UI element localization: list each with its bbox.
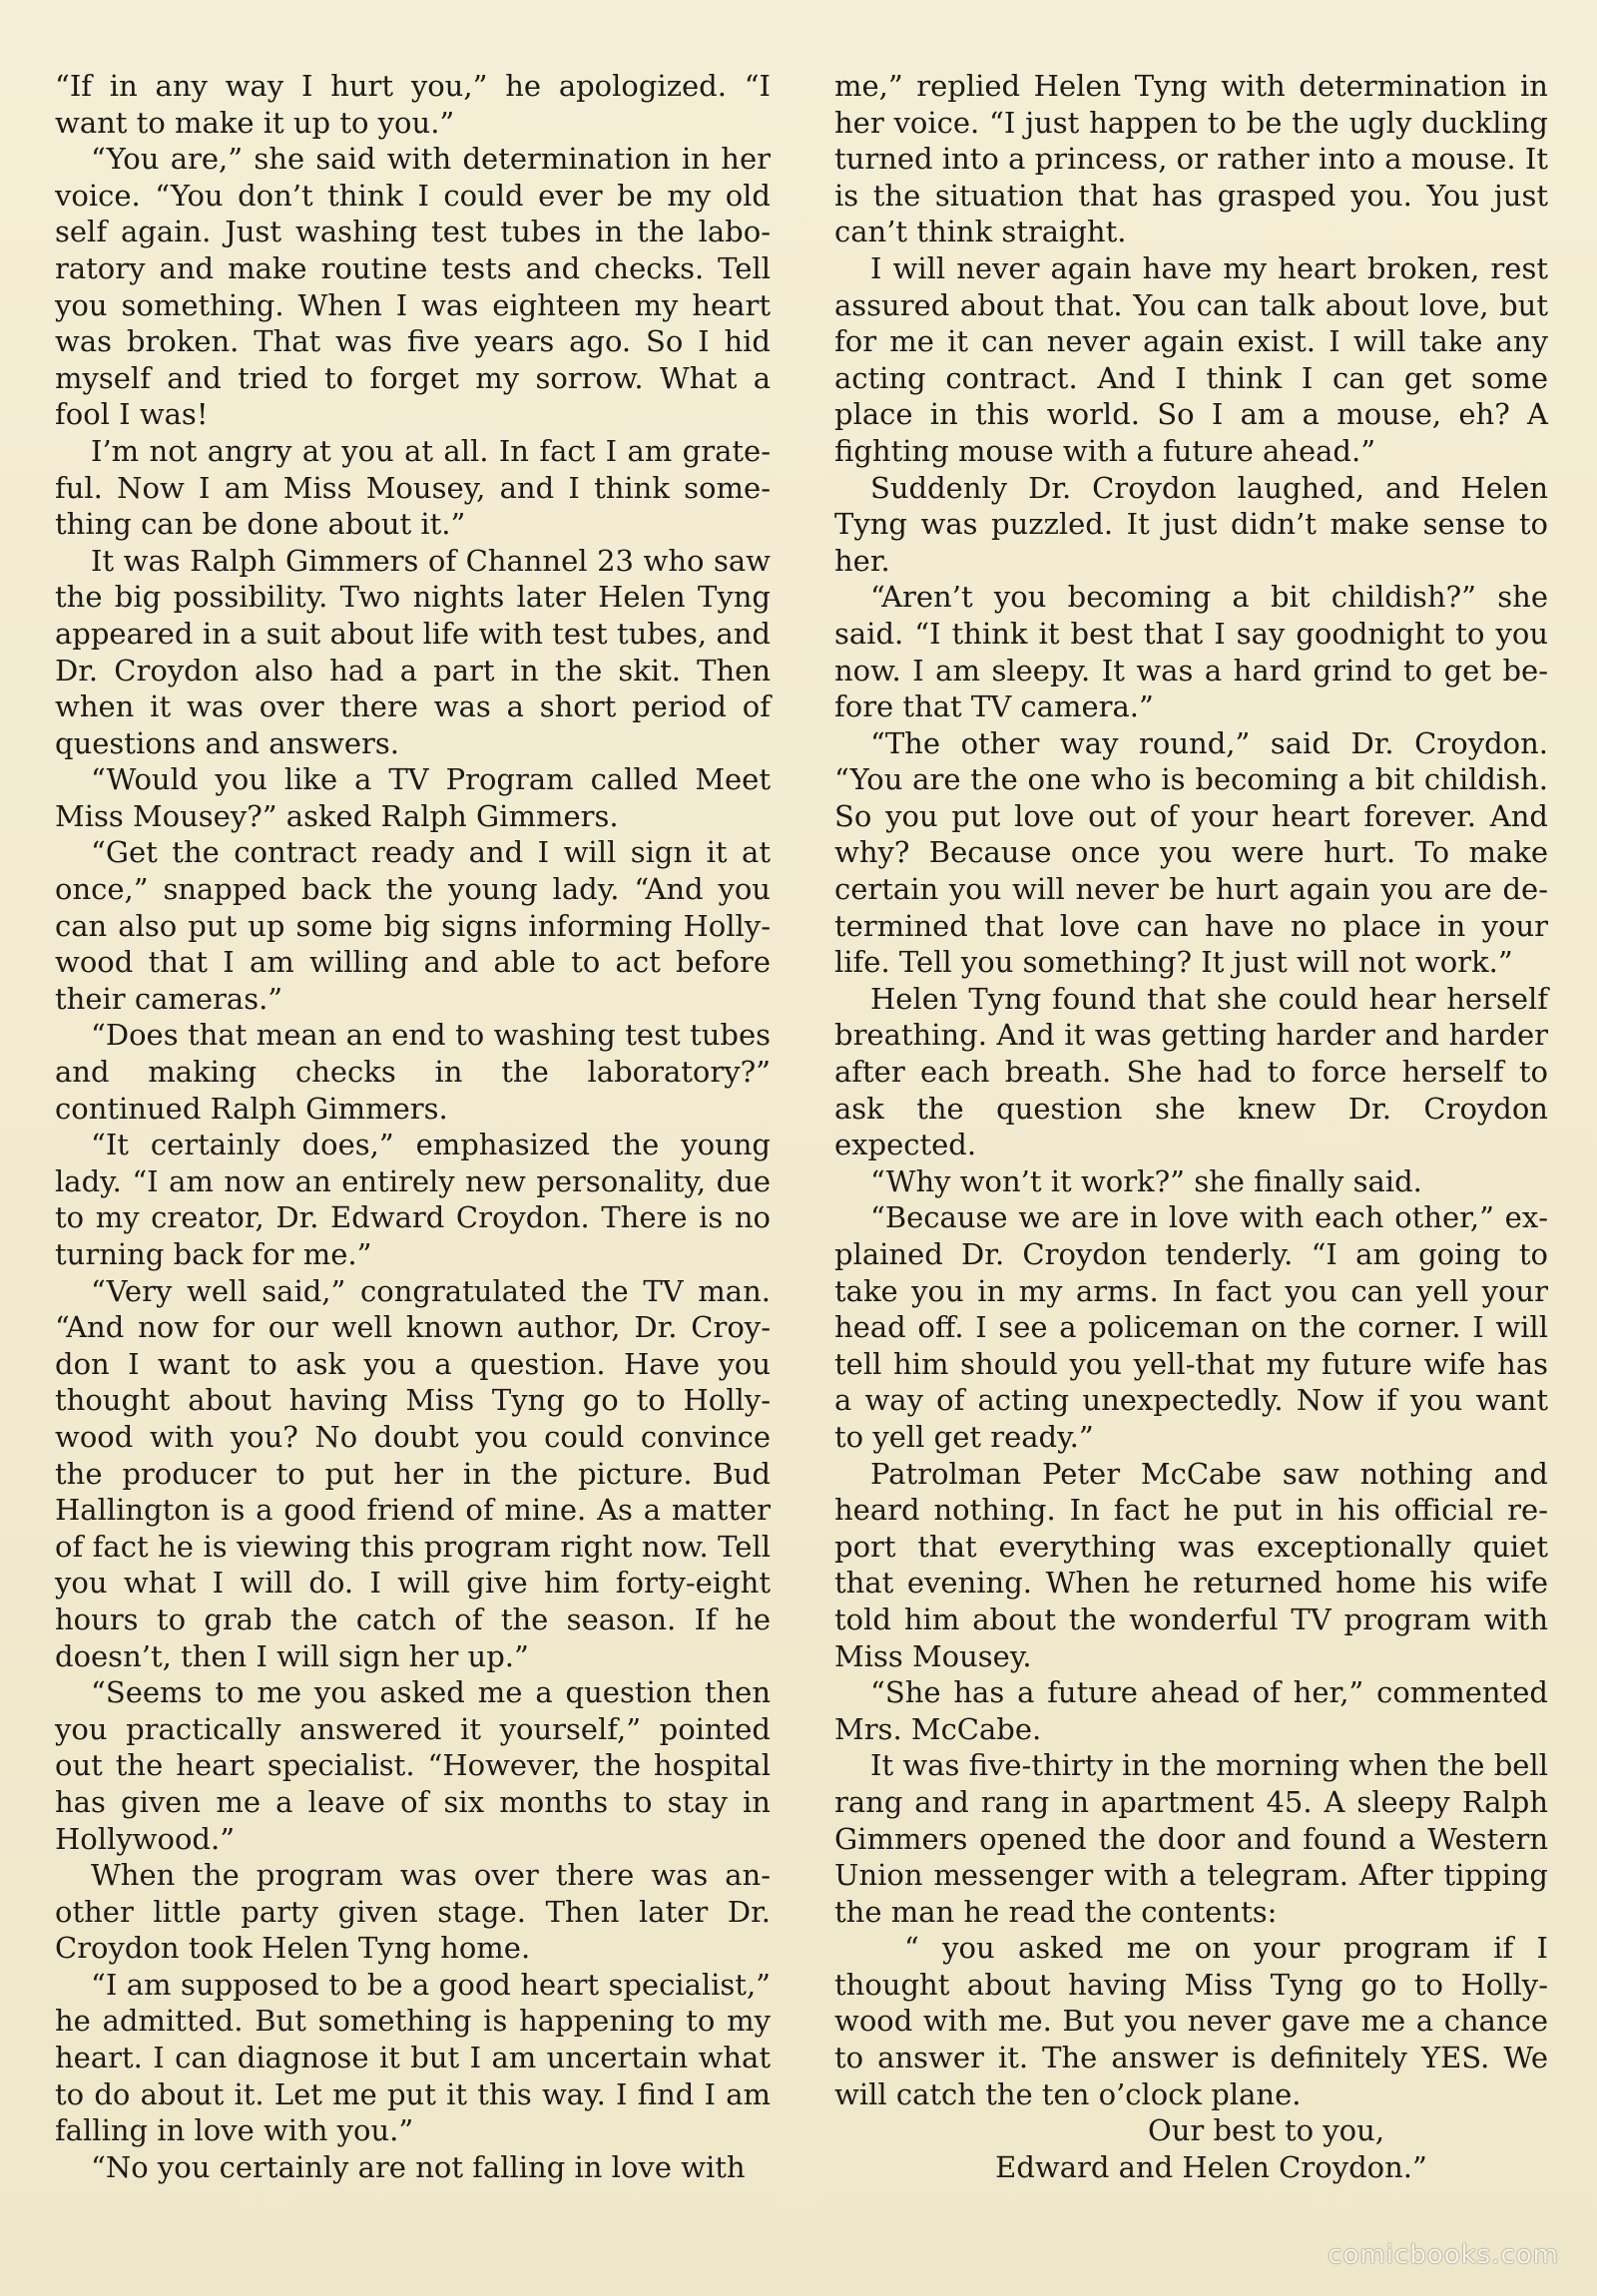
- paragraph: It was five-thirty in the morning when the bell rang and rang in apartment 45. A sleepy Ralph Gimmers opened the door and found a Western Union messenger with a telegram. After tipping the man he read the contents:: [834, 1748, 1548, 1929]
- telegram-text: “ you asked me on your program if I thought about having Miss Tyng go to Hollywood with me. But you never gave me a chance to answer it. The answer is definitely YES. We will catch the ten o’clock plane.: [834, 1931, 1548, 2111]
- paragraph-continuation: me,” replied Helen Tyng with determination in her voice. “I just happen to be the ugly duckling turned into a princess, or rather into a mouse. It is the situation that has grasped you. You just can’t think straight.: [834, 69, 1548, 249]
- paragraph: “It certainly does,” emphasized the young lady. “I am now an entirely new personality, due to my creator, Dr. Edward Croydon. There is no turning back for me.”: [55, 1128, 771, 1271]
- site-watermark: comicbooks.com: [1328, 2240, 1559, 2270]
- paragraph: “Get the contract ready and I will sign it at once,” snapped back the young lady. “And you can also put up some big signs informing Hollywood that I am willing and able to act before their cameras.”: [55, 835, 771, 1016]
- paragraph: “Seems to me you asked me a question then you practically answered it yourself,” pointed out the heart specialist. “However, the hospital has given me a leave of six months to stay in Hollywood.”: [55, 1675, 771, 1856]
- paragraph: “She has a future ahead of her,” commented Mrs. McCabe.: [834, 1675, 1548, 1746]
- telegram-closing: Our best to you,: [1147, 2113, 1385, 2148]
- right-text-column: [834, 68, 1548, 2185]
- paragraph: “Aren’t you becoming a bit childish?” she said. “I think it best that I say goodnight to you now. I am sleepy. It was a hard grind to get before that TV camera.”: [834, 580, 1548, 724]
- paragraph: “Very well said,” congratulated the TV man. “And now for our well known author, Dr. Croydon I want to ask you a question. Have you thought about having Miss Tyng go to Hollywood with you? No doubt you could convince the producer to put her in the picture. Bud Hallington is a good friend of mine. As a matter of fact he is viewing this program right now. Tell you what I will do. I will give him forty-eight hours to grab the catch of the season. If he doesn’t, then I will sign her up.”: [55, 1273, 771, 1673]
- paragraph: It was Ralph Gimmers of Channel 23 who saw the big possibility. Two nights later Helen Tyng appeared in a suit about life with test tubes, and Dr. Croydon also had a part in the skit. Then when it was over there was a short period of questions and answers.: [55, 543, 771, 760]
- paragraph: Helen Tyng found that she could hear herself breathing. And it was getting harder and harder after each breath. She had to force herself to ask the question she knew Dr. Croydon expected.: [834, 981, 1548, 1162]
- paragraph: When the program was over there was another little party given stage. Then later Dr. Croydon took Helen Tyng home.: [55, 1858, 771, 1966]
- left-text-column: [55, 68, 771, 2185]
- paragraph: “I am supposed to be a good heart specialist,” he admitted. But something is happening to my heart. I can diagnose it but I am uncertain what to do about it. Let me put it this way. I find I am falling in love with you.”: [55, 1967, 771, 2148]
- paragraph: I’m not angry at you at all. In fact I am grateful. Now I am Miss Mousey, and I think something can be done about it.”: [55, 433, 771, 542]
- paragraph: “No you certainly are not falling in love with: [91, 2149, 746, 2184]
- paragraph: “Because we are in love with each other,” explained Dr. Croydon tenderly. “I am going to take you in my arms. In fact you can yell your head off. I see a policeman on the corner. I will tell him should you yell-that my future wife has a way of acting unexpectedly. Now if you want to yell get ready.”: [834, 1200, 1548, 1454]
- telegram-signature: Edward and Helen Croydon.”: [995, 2149, 1427, 2184]
- paragraph: “Why won’t it work?” she finally said.: [870, 1163, 1422, 1198]
- paragraph: “Does that mean an end to washing test tubes and making checks in the laboratory?” continued Ralph Gimmers.: [55, 1018, 771, 1126]
- paragraph: “You are,” she said with determination in her voice. “You don’t think I could ever be my old self again. Just washing test tubes in the laboratory and make routine tests and checks. Tell you something. When I was eighteen my heart was broken. That was five years ago. So I hid myself and tried to forget my sorrow. What a fool I was!: [55, 142, 771, 432]
- paragraph: Patrolman Peter McCabe saw nothing and heard nothing. In fact he put in his official report that everything was exceptionally quiet that evening. When he returned home his wife told him about the wonderful TV program with Miss Mousey.: [834, 1456, 1548, 1673]
- paragraph: “The other way round,” said Dr. Croydon. “You are the one who is becoming a bit childish. So you put love out of your heart forever. And why? Because once you were hurt. To make certain you will never be hurt again you are determined that love can have no place in your life. Tell you something? It just will not work.”: [834, 725, 1548, 980]
- paragraph: Suddenly Dr. Croydon laughed, and Helen Tyng was puzzled. It just didn’t make sense to her.: [834, 470, 1548, 578]
- paragraph: “Would you like a TV Program called Meet Miss Mousey?” asked Ralph Gimmers.: [55, 762, 771, 833]
- paragraph: “If in any way I hurt you,” he apologized. “I want to make it up to you.”: [55, 69, 771, 140]
- paragraph: I will never again have my heart broken, rest assured about that. You can talk about love, but for me it can never again exist. I will take any acting contract. And I think I can get some place in this world. So I am a mouse, eh? A fighting mouse with a future ahead.”: [834, 250, 1548, 468]
